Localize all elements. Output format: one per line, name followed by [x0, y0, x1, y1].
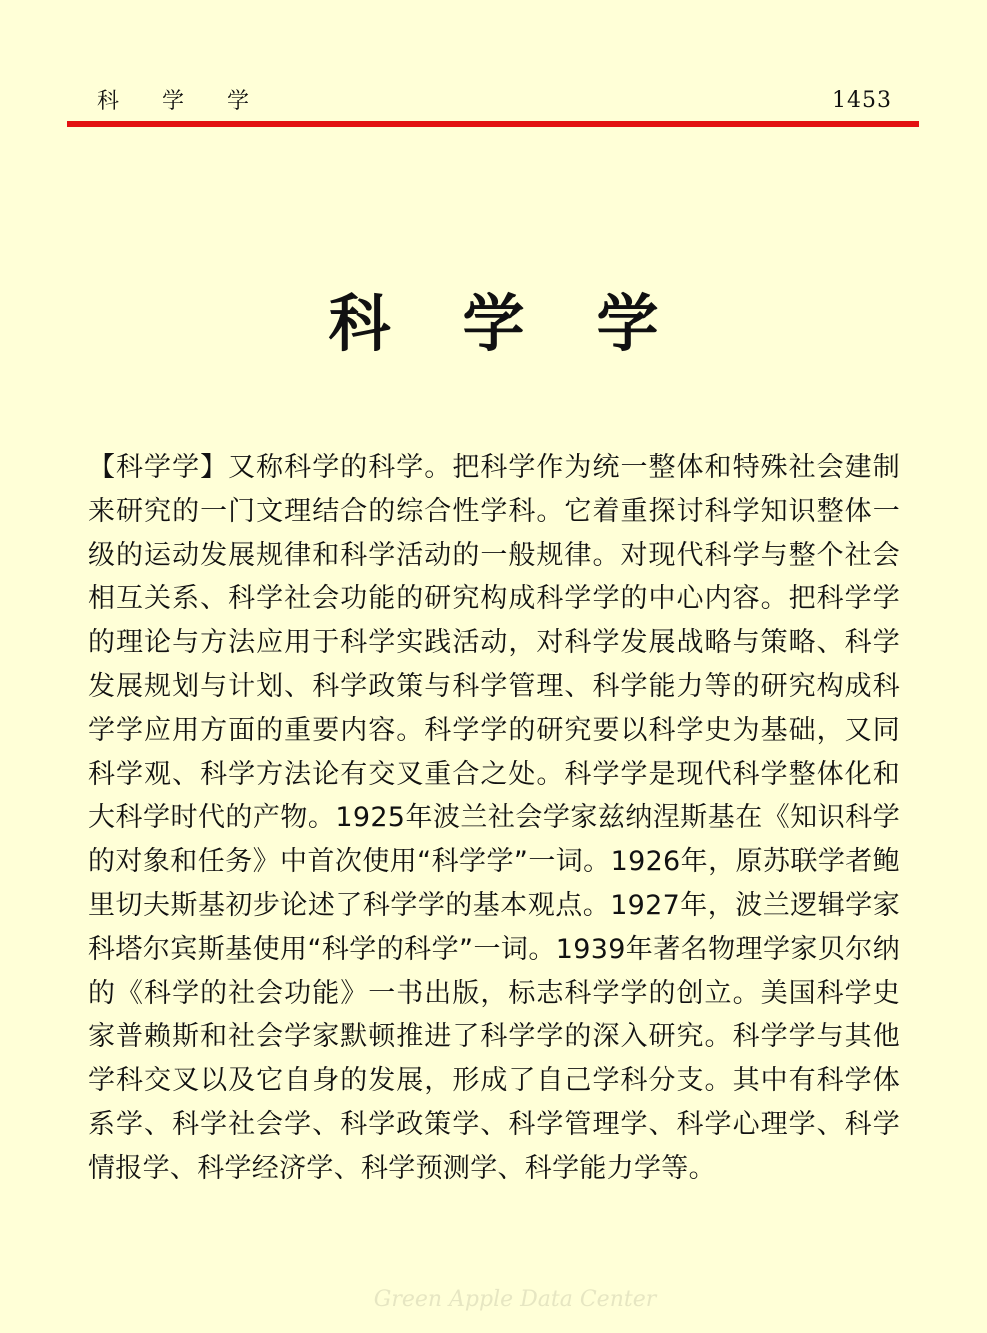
page-number: 1453 [832, 88, 892, 113]
header-divider [67, 121, 919, 127]
running-header-title: 科 学 学 [97, 89, 267, 114]
entry-body: 【科学学】又称科学的科学。把科学作为统一整体和特殊社会建制来研究的一门文理结合的综合性学科。它着重探讨科学知识整体一级的运动发展规律和科学活动的一般规律。对现代科学与整个社会相互关系、科学社会功能的研究构成科学学的中心内容。把科学学的理论与方法应用于科学实践活动，对科学发展战略与策略、科学发展规划与计划、科学政策与科学管理、科学能力等的研究构成科学学应用方面的重要内容。科学学的研究要以科学史为基础，又同科学观、科学方法论有交叉重合之处。科学学是现代科学整体化和大科学时代的产物。1925年波兰社会学家兹纳涅斯基在《知识科学的对象和任务》中首次使用“科学学”一词。1926年，原苏联学者鲍里切夫斯基初步论述了科学学的基本观点。1927年，波兰逻辑学家科塔尔宾斯基使用“科学的科学”一词。1939年著名物理学家贝尔纳的《科学的社会功能》一书出版，标志科学学的创立。美国科学史家普赖斯和社会学家默顿推进了科学学的深入研究。科学学与其他学科交叉以及它自身的发展，形成了自己学科分支。其中有科学体系学、科学社会学、科学政策学、科学管理学、科学心理学、科学情报学、科学经济学、科学预测学、科学能力学等。 [88, 452, 900, 1184]
entry-title: 科学学 [328, 286, 731, 360]
watermark: Green Apple Data Center [373, 1287, 657, 1312]
